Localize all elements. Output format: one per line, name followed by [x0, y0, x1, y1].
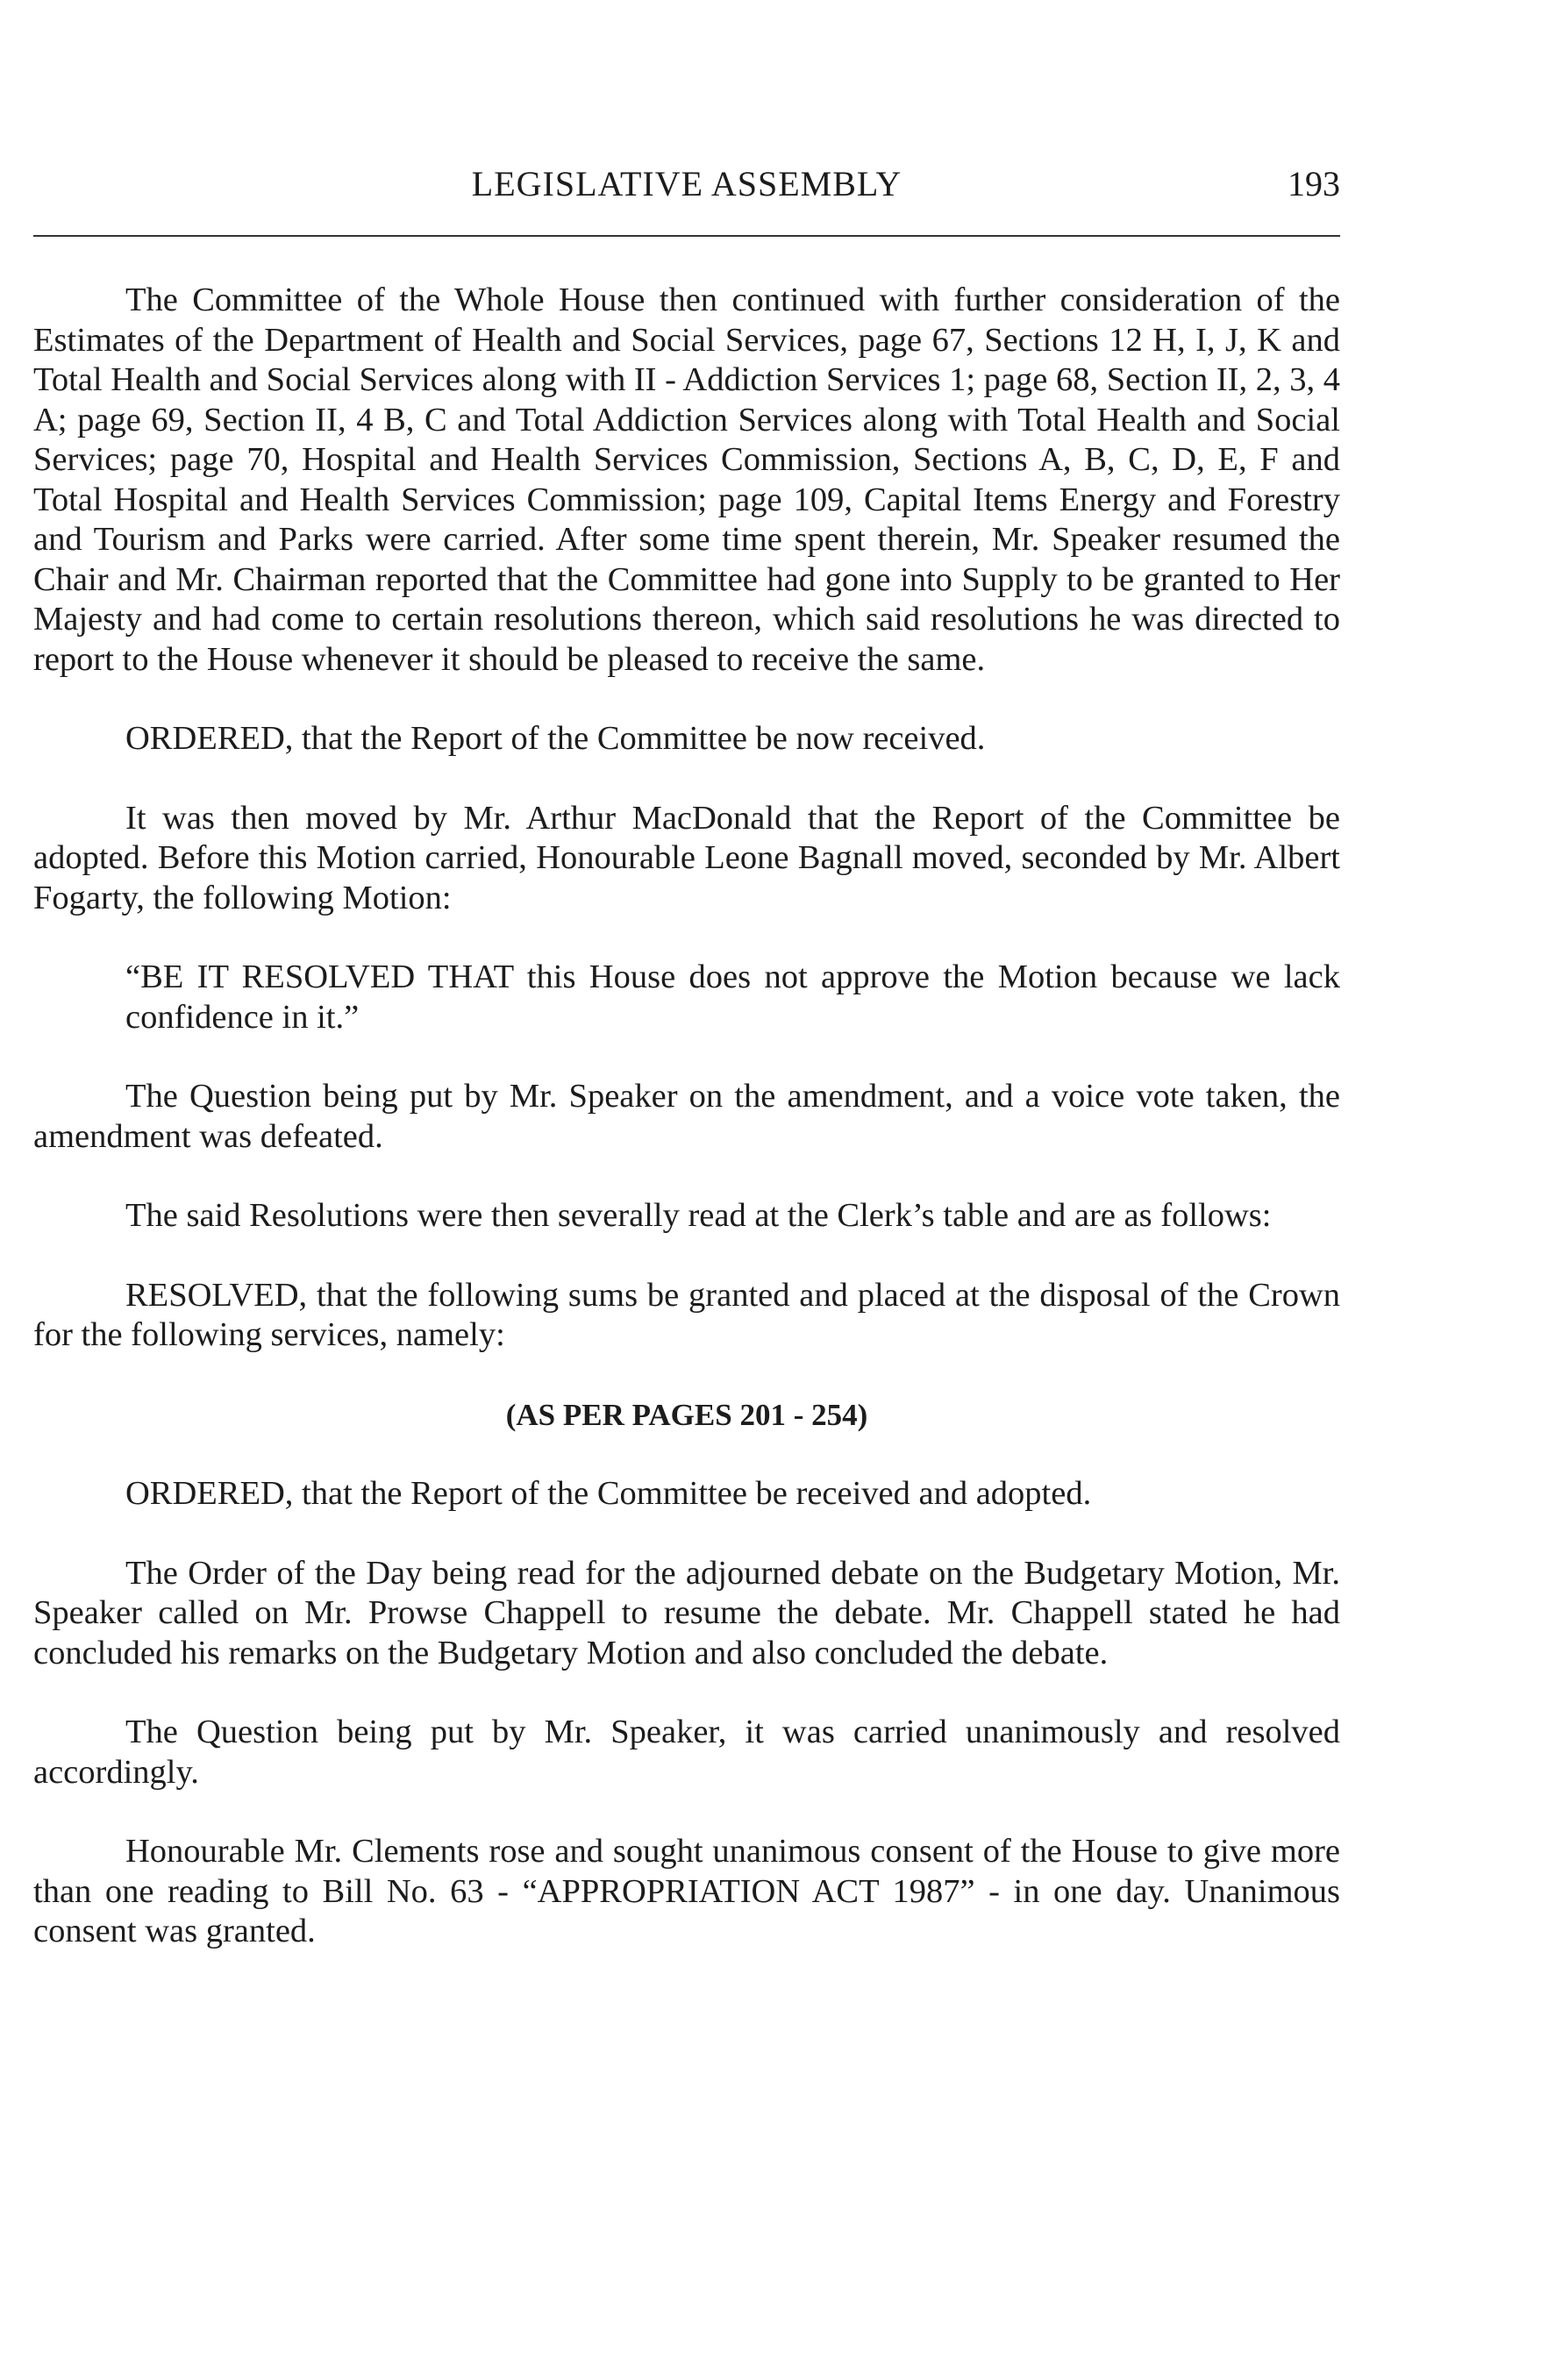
- header-divider: [33, 235, 1340, 237]
- page-number: 193: [1288, 164, 1340, 203]
- paragraph-motion-moved: It was then moved by Mr. Arthur MacDonald that the Report of the Committee be adopted. Before this Motion carried, Honourable Leone Bagnall moved, seconded by Mr. Albert Fogarty, the following Motion:: [33, 799, 1340, 916]
- paragraph-ordered-received: ORDERED, that the Report of the Committee be now received.: [125, 720, 986, 757]
- paragraph-committee-estimates: The Committee of the Whole House then continued with further consideration of the Estimates of the Department of Health and Social Services, page 67, Sections 12 H, I, J, K and Total Health and Social Services along with II - Addiction Services 1; page 68, Section II, 2, 3, 4 A; page 69, Section II, 4 B, C and Total Addiction Services along with Total Health and Social Services; page 70, Hospital and Health Services Commission, Sections A, B, C, D, E, F and Total Hospital and Health Services Commission; page 109, Capital Items Energy and Forestry and Tourism and Parks were carried. After some time spent therein, Mr. Speaker resumed the Chair and Mr. Chairman reported that the Committee had gone into Supply to be granted to Her Majesty and had come to certain resolutions thereon, which said resolutions he was directed to report to the House whenever it should be pleased to receive the same.: [33, 281, 1340, 678]
- paragraph-budgetary-debate: The Order of the Day being read for the adjourned debate on the Budgetary Motion, Mr. Speaker called on Mr. Prowse Chappell to resume the debate. Mr. Chappell stated he had concluded his remarks on the Budgetary Motion and also concluded the debate.: [33, 1554, 1340, 1671]
- paragraph-question-carried: The Question being put by Mr. Speaker, it was carried unanimously and resolved accordingly.: [33, 1714, 1340, 1791]
- paragraph-resolved-sums: RESOLVED, that the following sums be granted and placed at the disposal of the Crown for the following services, namely:: [33, 1276, 1340, 1353]
- paragraph-amendment-defeated: The Question being put by Mr. Speaker on the amendment, and a voice vote taken, the amendment was defeated.: [33, 1078, 1340, 1155]
- page-header: [33, 163, 1340, 207]
- paragraph-unanimous-consent: Honourable Mr. Clements rose and sought unanimous consent of the House to give more than one reading to Bill No. 63 - “APPROPRIATION ACT 1987” - in one day. Unanimous consent was granted.: [33, 1833, 1340, 1949]
- paragraph-resolution-quote: “BE IT RESOLVED THAT this House does not approve the Motion because we lack confidence in it.”: [125, 958, 1340, 1036]
- page-body: [33, 281, 1340, 1992]
- paragraph-ordered-adopted: ORDERED, that the Report of the Committee be received and adopted.: [125, 1475, 1092, 1512]
- paragraph-pages-reference: (AS PER PAGES 201 - 254): [505, 1397, 868, 1432]
- paragraph-resolutions-read: The said Resolutions were then severally read at the Clerk’s table and are as follows:: [125, 1197, 1272, 1234]
- page-title: LEGISLATIVE ASSEMBLY: [471, 164, 902, 203]
